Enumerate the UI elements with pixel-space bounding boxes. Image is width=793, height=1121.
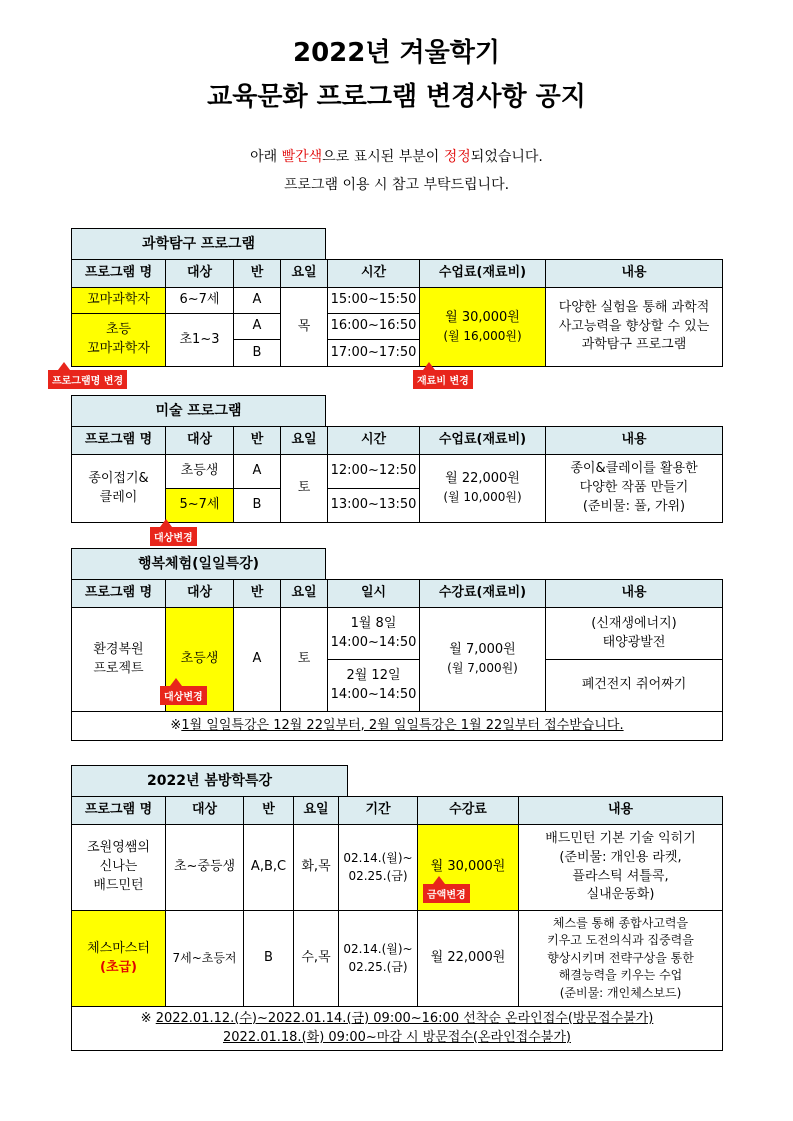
material-fee: (월 16,000원) (443, 328, 522, 343)
program-name (72, 825, 166, 911)
header-fee: 수강료 (418, 797, 519, 825)
science-table (71, 259, 723, 367)
header-content: 내용 (546, 260, 723, 288)
header-day: 요일 (281, 427, 328, 455)
header-content: 내용 (546, 580, 723, 608)
content-line: 실내운동화) (586, 887, 655, 903)
header-time: 시간 (328, 427, 420, 455)
class: B (234, 489, 281, 523)
change-tag-target: 대상변경 (160, 686, 207, 705)
content-line: 배드민턴 기본 기술 익히기 (545, 830, 696, 846)
header-target: 대상 (166, 580, 234, 608)
content-line: 키우고 도전의식과 집중력을 (547, 933, 694, 948)
class: B (234, 340, 281, 367)
content-line: (신재생에너지) (591, 615, 677, 631)
header-date: 일시 (328, 580, 420, 608)
intro-red-word: 빨간색 (281, 149, 323, 165)
note-mark: ※ (140, 1010, 152, 1026)
time: 16:00~16:50 (328, 314, 420, 340)
time: 12:00~12:50 (328, 455, 420, 489)
target: 초1~3 (166, 314, 234, 367)
date: 2월 12일 (346, 667, 401, 683)
program-level: (초급) (100, 959, 137, 975)
header-class: 반 (244, 797, 294, 825)
content-cell: 폐건전지 쥐어짜기 (546, 660, 723, 712)
day: 토 (281, 455, 328, 523)
note-text: 2022.01.18.(화) 09:00~마감 시 방문접수(온라인접수불가) (223, 1029, 571, 1045)
program-name-line: 초등 (105, 322, 132, 338)
fee-cell (420, 288, 546, 367)
intro-line-2: 프로그램 이용 시 참고 부탁드립니다. (283, 177, 510, 193)
time: 13:00~13:50 (328, 489, 420, 523)
happy-table (71, 579, 723, 741)
day: 수,목 (294, 911, 339, 1007)
day: 목 (281, 288, 328, 367)
content-line: (준비물: 풀, 가위) (582, 498, 686, 514)
change-tag-material: 재료비 변경 (413, 370, 473, 389)
class: A (234, 314, 281, 340)
program-name-line: 환경복원 (93, 641, 144, 657)
header-day: 요일 (281, 580, 328, 608)
target: 초등생 (166, 455, 234, 489)
content-line: 종이&클레이를 활용한 (570, 461, 698, 477)
time: 14:00~14:50 (330, 686, 417, 702)
content-cell (546, 608, 723, 660)
material-fee: (월 7,000원) (447, 661, 518, 676)
content-line: 다양한 작품 만들기 (579, 480, 689, 496)
program-name (72, 911, 166, 1007)
header-class: 반 (234, 427, 281, 455)
change-tag-target: 대상변경 (150, 527, 197, 546)
header-program: 프로그램 명 (72, 260, 166, 288)
period-end: 02.25.(금) (348, 959, 408, 974)
header-fee: 수강료(재료비) (420, 580, 546, 608)
content-cell (519, 911, 723, 1007)
header-program: 프로그램 명 (72, 797, 166, 825)
program-name-line: 꼬마과학자 (87, 341, 150, 356)
program-name-line: 배드민턴 (93, 877, 144, 893)
target: 초등생 (166, 608, 234, 712)
class: A (234, 608, 281, 712)
date-cell (328, 608, 420, 660)
period-cell (339, 825, 418, 911)
target: 초~중등생 (166, 825, 244, 911)
fee: 월 22,000원 (418, 911, 519, 1007)
header-target: 대상 (166, 797, 244, 825)
content-cell (519, 825, 723, 911)
header-fee: 수업료(재료비) (420, 427, 546, 455)
intro-red-word: 정정 (443, 149, 471, 165)
content-line: 사고능력을 향상할 수 있는 (558, 318, 710, 334)
header-program: 프로그램 명 (72, 427, 166, 455)
title-line-1: 2022년 겨울학기 (293, 38, 500, 68)
program-name (72, 314, 166, 367)
change-tag-program: 프로그램명 변경 (48, 370, 127, 389)
content-line: 플라스틱 셔틀콕, (572, 868, 669, 884)
table-row (72, 825, 723, 911)
day: 화,목 (294, 825, 339, 911)
spring-heading: 2022년 봄방학특강 (71, 765, 348, 796)
science-heading: 과학탐구 프로그램 (71, 228, 326, 259)
time: 14:00~14:50 (330, 634, 417, 650)
intro-line-1 (0, 146, 793, 166)
art-heading: 미술 프로그램 (71, 395, 326, 426)
spring-table (71, 796, 723, 1051)
program-name-line: 체스마스터 (87, 940, 150, 956)
table-row (72, 911, 723, 1007)
header-content: 내용 (519, 797, 723, 825)
art-table (71, 426, 723, 523)
program-name-line: 클레이 (99, 489, 138, 505)
content-cell (546, 455, 723, 523)
content-line: 향상시키며 전략구상을 통한 (547, 950, 694, 965)
content-cell (546, 288, 723, 367)
note-row (72, 712, 723, 741)
class: B (244, 911, 294, 1007)
note-cell (72, 712, 723, 741)
fee: 월 22,000원 (445, 471, 520, 487)
period-cell (339, 911, 418, 1007)
content-line: 태양광발전 (602, 634, 666, 650)
table-row (72, 288, 723, 314)
table-header-row (72, 797, 723, 825)
period-end: 02.25.(금) (348, 868, 408, 883)
class: A (234, 288, 281, 314)
program-name: 꼬마과학자 (72, 288, 166, 314)
class: A,B,C (244, 825, 294, 911)
program-name-line: 프로젝트 (93, 660, 144, 676)
program-name-line: 조원영쌤의 (87, 840, 150, 856)
content-line: 다양한 실험을 통해 과학적 (558, 299, 710, 315)
happy-heading: 행복체험(일일특강) (71, 548, 326, 579)
intro-text: 아래 (250, 149, 282, 165)
table-header-row (72, 427, 723, 455)
note-text: 1월 일일특강은 12월 22일부터, 2월 일일특강은 1월 22일부터 접수받습니다. (181, 717, 624, 733)
intro-text: 되었습니다. (470, 149, 543, 165)
fee-cell (420, 455, 546, 523)
fee: 월 30,000원 (418, 825, 519, 911)
day: 토 (281, 608, 328, 712)
note-cell (72, 1007, 723, 1051)
period-start: 02.14.(월)~ (343, 851, 413, 866)
header-target: 대상 (166, 260, 234, 288)
content-line: 과학탐구 프로그램 (581, 337, 687, 353)
time: 15:00~15:50 (328, 288, 420, 314)
intro-text: 으로 표시된 부분이 (322, 149, 444, 165)
fee: 월 30,000원 (445, 309, 520, 325)
target: 5~7세 (166, 489, 234, 523)
table-header-row (72, 260, 723, 288)
fee-cell (420, 608, 546, 712)
target: 7세~초등저 (166, 911, 244, 1007)
header-class: 반 (234, 580, 281, 608)
content-line: (준비물: 개인용 라켓, (559, 849, 682, 865)
note-row (72, 1007, 723, 1051)
program-name-line: 신나는 (99, 859, 138, 875)
table-header-row (72, 580, 723, 608)
header-day: 요일 (281, 260, 328, 288)
table-row (72, 608, 723, 660)
header-fee: 수업료(재료비) (420, 260, 546, 288)
header-target: 대상 (166, 427, 234, 455)
title-line-2: 교육문화 프로그램 변경사항 공지 (207, 82, 586, 112)
date-cell (328, 660, 420, 712)
header-class: 반 (234, 260, 281, 288)
fee: 월 7,000원 (449, 642, 516, 658)
time: 17:00~17:50 (328, 340, 420, 367)
change-tag-fee: 금액변경 (423, 884, 470, 903)
header-time: 시간 (328, 260, 420, 288)
class: A (234, 455, 281, 489)
program-name-line: 종이접기& (88, 470, 149, 486)
program-name (72, 455, 166, 523)
material-fee: (월 10,000원) (443, 490, 522, 505)
note-text: 2022.01.12.(수)~2022.01.14.(금) 09:00~16:00 선착순 온라인접수(방문접수불가) (155, 1010, 654, 1026)
header-content: 내용 (546, 427, 723, 455)
header-day: 요일 (294, 797, 339, 825)
period-start: 02.14.(월)~ (343, 942, 413, 957)
note-mark: ※ (170, 717, 182, 733)
date: 1월 8일 (350, 615, 397, 631)
target: 6~7세 (166, 288, 234, 314)
table-row (72, 455, 723, 489)
header-period: 기간 (339, 797, 418, 825)
program-name (72, 608, 166, 712)
header-program: 프로그램 명 (72, 580, 166, 608)
content-line: 해결능력을 키우는 수업 (558, 968, 683, 983)
content-line: (준비물: 개인체스보드) (559, 985, 682, 1000)
content-line: 체스를 통해 종합사고력을 (552, 916, 689, 931)
